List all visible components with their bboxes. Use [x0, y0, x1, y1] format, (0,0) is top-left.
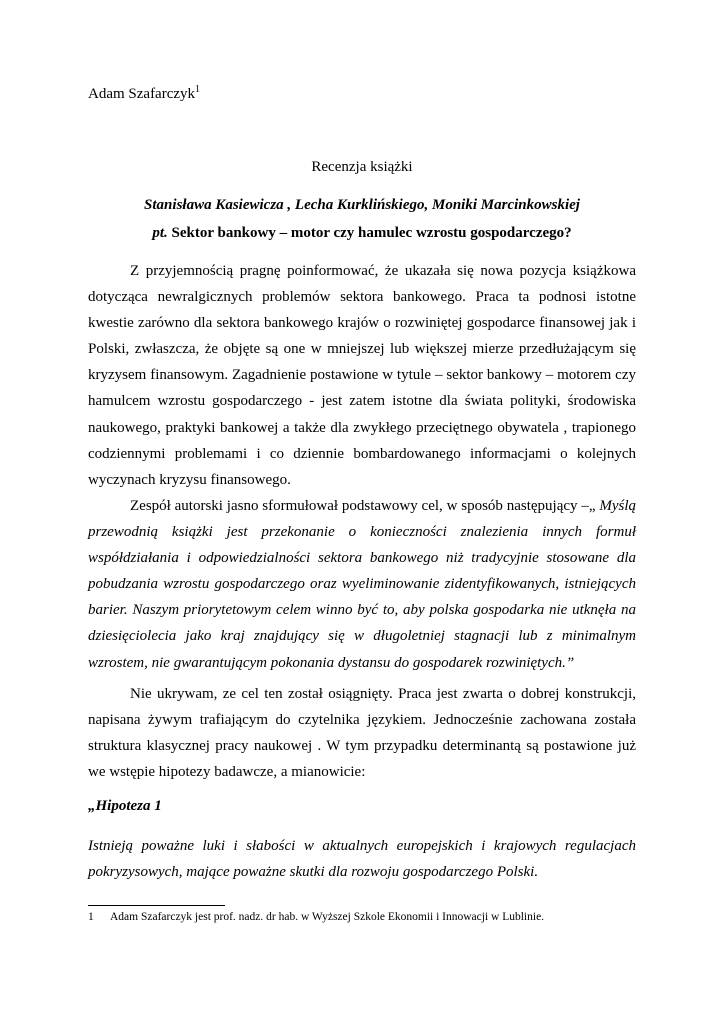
paragraph-1-text: Z przyjemnością pragnę poinformować, że ukazała się nowa pozycja książkowa dotycząca newralgicznych problemów sektora bankowego. Praca ta podnosi istotne kwestie zarówno dla sektora bankowego krajów o rozwiniętej gospodarce finansowej jak i Polski, zwłaszcza, że objęte są one w mniejszej lub większej mierze przedłużającym się kryzysem finansowym. Zagadnienie postawione w tytule – sektor bankowy – motorem czy hamulcem wzrostu gospodarczego - jest zatem istotne dla świata polityki, środowiska naukowego, praktyki bankowej a także dla zwykłego przeciętnego obywatela , trapionego codziennymi problemami i co dziennie bombardowanego informacjami o kolejnych wyczynach kryzysu finansowego.	[88, 263, 636, 488]
author-text: Adam Szafarczyk	[88, 86, 196, 102]
book-title-text: Sektor bankowy – motor czy hamulec wzrostu gospodarczego?	[167, 225, 572, 241]
author-name	[88, 86, 200, 103]
paragraph-3	[88, 681, 636, 785]
hypothesis-heading: „Hipoteza 1	[88, 798, 162, 814]
footnote-ref: 1	[195, 84, 201, 95]
footnote	[88, 911, 544, 923]
footnote-text: Adam Szafarczyk jest prof. nadz. dr hab. w Wyższej Szkole Ekonomii i Innowacji w Lublinie.	[110, 911, 545, 923]
footnote-separator	[88, 905, 225, 906]
review-label: Recenzja książki	[311, 159, 413, 175]
paragraph-3-text: Nie ukrywam, ze cel ten został osiągnięty. Praca jest zwarta o dobrej konstrukcji, napisana żywym trafiającym do czytelnika językiem. Jednocześnie zachowana została struktura klasycznej pracy naukowej . W tym przypadku determinantą są postawione już we wstępie hipotezy badawcze, a mianowicie:	[88, 686, 636, 781]
book-title	[88, 225, 636, 242]
hypothesis-text: Istnieją poważne luki i słabości w aktualnych europejskich i krajowych regulacjach pokryzysowych, mające poważne skutki dla rozwoju gospodarczego Polski.	[88, 838, 636, 881]
book-title-prefix: pt.	[152, 225, 168, 241]
footnote-number: 1	[88, 911, 94, 923]
paragraph-2	[88, 493, 636, 676]
paragraph-2-quote: Myślą przewodnią książki jest przekonanie o konieczności znalezienia innych formuł współdziałania i odpowiedzialności sektora bankowego niż tradycyjnie stosowane dla pobudzania wzrostu gospodarczego oraz wyeliminowanie zidentyfikowanych, istniejących barier. Naszym priorytetowym celem winno być to, aby polska gospodarka nie utknęła na dziesięciolecia jako kraj znajdujący się w długoletniej stagnacji lub z minimalnym wzrostem, nie gwarantującym pokonania dystansu do gospodarek rozwiniętych.”	[88, 498, 636, 671]
paragraph-2-intro: Zespół autorski jasno sformułował podstawowy cel, w sposób następujący –„	[130, 498, 600, 514]
paragraph-1	[88, 258, 636, 493]
book-authors: Stanisława Kasiewicza , Lecha Kurklińskiego, Moniki Marcinkowskiej	[144, 197, 580, 213]
